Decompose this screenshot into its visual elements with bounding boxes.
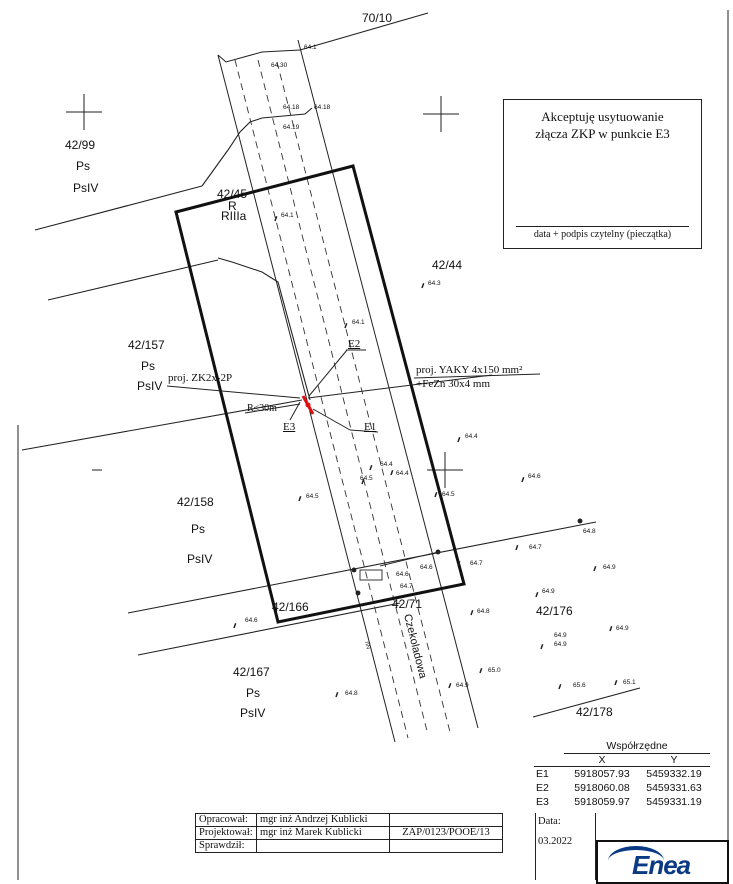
- elevation-text: 64.6: [420, 564, 433, 571]
- elevation-text: 64.8: [583, 528, 596, 535]
- land-use-label: Ps: [246, 686, 261, 700]
- grid-crosses: [66, 94, 463, 488]
- parcel-label: 42/45: [217, 187, 248, 201]
- table-row: [534, 795, 710, 809]
- table-row: [534, 781, 710, 795]
- cable-label: proj. YAKY 4x150 mm²: [416, 364, 523, 376]
- checked-label: Sprawdził:: [195, 839, 257, 853]
- land-use-label: PsIV: [73, 181, 99, 195]
- connection-point-e3: [303, 396, 313, 414]
- road-line-label: nN: [363, 641, 371, 650]
- point-label-e2: E2: [348, 338, 361, 350]
- date-label: Data:: [538, 816, 561, 827]
- column-x-header: X: [598, 754, 606, 766]
- elevation-text: 64.6: [528, 473, 541, 480]
- elevation-text: 65.0: [488, 667, 501, 674]
- street-name: Czekoladowa: [401, 612, 429, 680]
- work-area-boundary: [176, 166, 464, 622]
- empty-cell: [389, 813, 503, 827]
- elevation-text: 64.4: [465, 433, 478, 440]
- elevation-text: 64.9: [542, 588, 555, 595]
- parcel-label: 42/166: [272, 600, 309, 614]
- land-use-label: Ps: [191, 522, 206, 536]
- coord-x: 5918057.93: [574, 768, 630, 780]
- designed-by: mgr inż Marek Kublicki: [256, 826, 390, 840]
- elevation-text: 64.8: [345, 690, 358, 697]
- elevation-text: 65.6: [573, 682, 586, 689]
- elevation-text: 64.5: [306, 493, 319, 500]
- elevation-text: 64.3: [428, 280, 441, 287]
- empty-cell: [389, 839, 503, 853]
- point-id: E3: [536, 796, 549, 808]
- parcel-label: 42/176: [536, 604, 573, 618]
- radius-label: R≤30m: [247, 403, 277, 414]
- elevation-text: 64.9: [616, 625, 629, 632]
- point-id: E2: [536, 782, 549, 794]
- parcel-label: 42/178: [576, 705, 613, 719]
- elevation-text: 64.4: [380, 461, 393, 468]
- point-label-e3: E3: [283, 421, 296, 433]
- elevation-text: 64.1: [352, 319, 365, 326]
- coordinates-table: [534, 740, 710, 809]
- elevation-text: 64.6: [245, 617, 258, 624]
- point-id: E1: [536, 768, 549, 780]
- elevation-text: 64.9: [554, 641, 567, 648]
- coord-x: 5918060.08: [574, 782, 630, 794]
- acceptance-box: [503, 99, 702, 249]
- elevation-text: 64.1: [304, 44, 317, 51]
- parcel-label: 70/10: [362, 11, 393, 25]
- utility-markers: [352, 519, 582, 595]
- date-value: 03.2022: [538, 836, 573, 847]
- parcel-label: 42/158: [177, 495, 214, 509]
- land-use-label: PsIV: [240, 706, 266, 720]
- parcel-label: 42/44: [432, 258, 463, 272]
- elevation-text: 64.4: [396, 470, 409, 477]
- elevation-text: 64.5: [360, 475, 373, 482]
- elevation-text: 64.18: [314, 104, 331, 111]
- project-number: ZAP/0123/POOE/13: [389, 826, 503, 840]
- elevation-text: 64.8: [477, 608, 490, 615]
- coordinates-title: Współrzędne: [564, 740, 710, 754]
- table-row: [534, 767, 710, 781]
- elevation-text: 64.9: [554, 632, 567, 639]
- elevation-text: 64.18: [283, 104, 300, 111]
- parcel-label: 42/167: [233, 665, 270, 679]
- elevation-text: 64.9: [603, 564, 616, 571]
- elevation-text: 64.7: [400, 583, 413, 590]
- elevation-text: 64.7: [470, 560, 483, 567]
- annotation-lines: [167, 350, 540, 432]
- cable-label-fezn: +FeZn 30x4 mm: [416, 378, 491, 390]
- land-use-label: Ps: [76, 159, 91, 173]
- parcel-label: 42/157: [128, 338, 165, 352]
- elevation-text: 64.6: [396, 571, 409, 578]
- zkp-label: proj. ZK2x-2P: [168, 372, 233, 384]
- column-y-header: Y: [670, 754, 678, 766]
- prepared-by: mgr inż Andrzej Kublicki: [256, 813, 390, 827]
- elevation-text: 65.1: [623, 679, 636, 686]
- enea-logo: [596, 840, 729, 884]
- divider: [535, 813, 536, 880]
- elevation-text: 64.30: [271, 62, 288, 69]
- land-use-label: RIIIa: [221, 209, 247, 223]
- coordinates-header: [534, 754, 710, 767]
- prepared-label: Opracował:: [195, 813, 257, 827]
- land-use-label: PsIV: [137, 379, 163, 393]
- elevation-text: 64.9: [456, 682, 469, 689]
- signature-caption: data + podpis czytelny (pieczątka): [533, 229, 672, 240]
- signature-line: [516, 226, 689, 227]
- elevation-text: 64.5: [442, 491, 455, 498]
- acceptance-text: Akceptuję usytuowanie złącza ZKP w punkcie E3: [535, 109, 670, 141]
- coord-x: 5918059.97: [574, 796, 630, 808]
- elevation-text: 64.19: [283, 124, 300, 131]
- point-label-e1: E1: [364, 421, 377, 433]
- checked-by: [256, 839, 390, 853]
- coord-y: 5459331.63: [646, 782, 702, 794]
- date-block: [535, 813, 593, 855]
- parcel-label: 42/71: [392, 597, 423, 611]
- designed-label: Projektował:: [195, 826, 257, 840]
- land-use-label: R: [228, 199, 237, 213]
- elevation-text: 64.1: [281, 212, 294, 219]
- coord-y: 5459331.19: [646, 796, 702, 808]
- land-use-label: Ps: [141, 359, 156, 373]
- coord-y: 5459332.19: [646, 768, 702, 780]
- elevation-text: 64.7: [529, 544, 542, 551]
- land-use-label: PsIV: [187, 552, 213, 566]
- parcel-label: 42/99: [65, 138, 96, 152]
- logo-text: Enea: [632, 850, 691, 880]
